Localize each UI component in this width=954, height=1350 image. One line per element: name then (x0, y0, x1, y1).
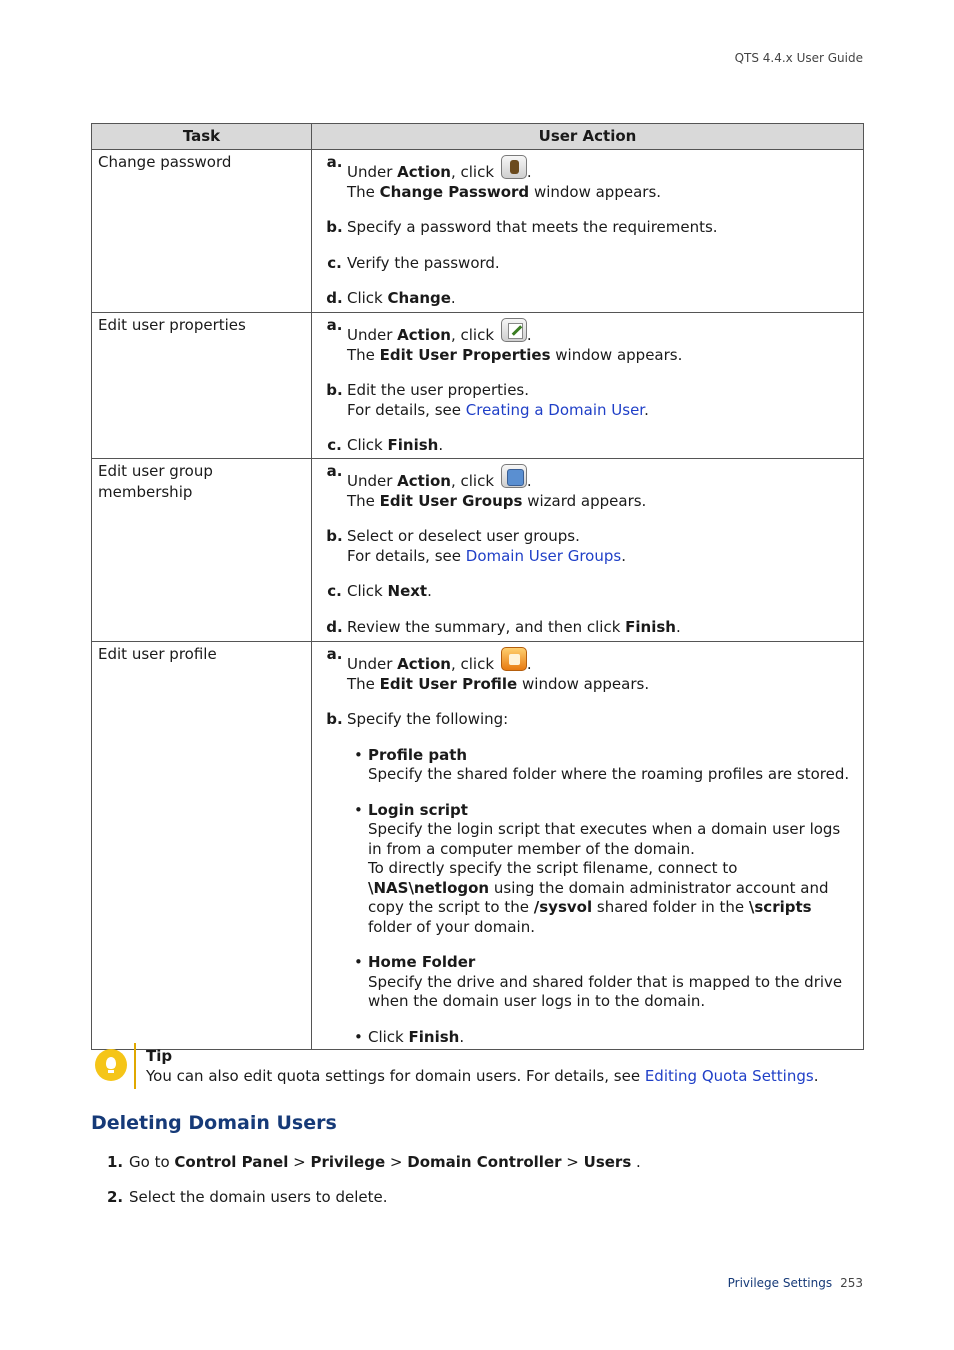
ui-term: Change (387, 289, 451, 307)
tip-text-body: You can also edit quota settings for domain users. For details, see (146, 1067, 645, 1085)
step-number: 2. (107, 1188, 124, 1206)
table-row (92, 459, 864, 642)
step (322, 254, 853, 274)
separator: > (385, 1153, 408, 1171)
step-text: . (644, 400, 649, 419)
task-cell: Edit user profile (92, 642, 312, 1050)
step-text: window appears. (550, 345, 683, 364)
ui-term: Finish (387, 436, 439, 454)
step (322, 155, 853, 202)
tip-text-end: . (813, 1067, 819, 1085)
step (322, 647, 853, 694)
page-footer (728, 1276, 863, 1290)
step-letter: b. (326, 710, 343, 728)
step-text: Under (347, 163, 398, 181)
step-text: . (450, 289, 456, 307)
action-cell (312, 150, 864, 313)
step-letter: a. (326, 645, 343, 663)
task-table (91, 123, 864, 1050)
step-letter: d. (326, 289, 343, 307)
key-icon (501, 155, 527, 179)
table-row (92, 313, 864, 459)
list-item (354, 801, 853, 938)
step (322, 381, 853, 420)
step-text: Review the summary, and then click (347, 617, 626, 636)
bullet-icon: • (354, 800, 363, 819)
ui-term: Users (583, 1153, 632, 1171)
step-text: For details, see (347, 400, 466, 419)
bullet-text: . (459, 1027, 465, 1046)
list-item (354, 746, 853, 785)
step-letter: b. (326, 381, 343, 399)
bullet-icon: • (354, 953, 363, 971)
step-text: . (526, 655, 532, 673)
editing-quota-settings-link[interactable]: Editing Quota Settings (644, 1067, 814, 1085)
step-text: . (526, 326, 532, 344)
bullet-text: Specify the shared folder where the roaming profiles are stored. (368, 765, 850, 783)
step-text: Under (347, 472, 398, 490)
step-letter: b. (326, 218, 343, 236)
column-header-task: Task (92, 124, 312, 150)
section-title: Deleting Domain Users (91, 1112, 337, 1134)
step-text: , click (450, 326, 495, 344)
bullet-text: Specify the drive and shared folder that is mapped to the drive when the domain user logs in to the domain. (368, 972, 843, 1010)
step-text: For details, see (347, 546, 466, 565)
step-number: 1. (107, 1153, 124, 1171)
step-text: The (347, 345, 380, 364)
ui-term: Action (397, 472, 451, 490)
step-text: . (526, 472, 532, 490)
domain-user-groups-link[interactable]: Domain User Groups (465, 546, 622, 565)
bullet-list (322, 746, 853, 1048)
path-term: /sysvol (533, 898, 593, 916)
column-header-user-action: User Action (312, 124, 864, 150)
step-letter: a. (326, 153, 343, 171)
separator: > (288, 1153, 311, 1171)
step (322, 582, 853, 602)
step (322, 318, 853, 365)
tip-title: Tip (146, 1047, 173, 1065)
tip-box (91, 1043, 864, 1089)
guide-title: QTS 4.4.x User Guide (734, 51, 863, 65)
ui-term: Edit User Properties (379, 345, 551, 364)
step-letter: c. (327, 582, 342, 600)
table-row (92, 642, 864, 1050)
bullet-text: using the domain administrator account and copy the script to the (368, 878, 829, 916)
step-text: . (438, 436, 444, 454)
step-text: Select the domain users to delete. (129, 1188, 388, 1206)
ui-term: Action (397, 326, 451, 344)
footer-section-name: Privilege Settings (727, 1276, 833, 1290)
list-item (107, 1187, 847, 1207)
action-cell (312, 313, 864, 459)
step-text: Specify the following: (347, 710, 509, 728)
task-cell: Edit user properties (92, 313, 312, 459)
ui-term: Domain Controller (407, 1153, 562, 1171)
user-group-icon (501, 464, 527, 488)
step-text: Select or deselect user groups. (347, 527, 580, 545)
ui-term: Next (387, 582, 428, 600)
step-text: , click (450, 163, 495, 181)
step-text: window appears. (529, 182, 662, 201)
bullet-text: To directly specify the script filename, connect to (368, 859, 738, 877)
step-text: . (526, 163, 532, 181)
step-text: . (631, 1153, 641, 1171)
step-text: wizard appears. (522, 491, 647, 510)
bullet-text: folder of your domain. (368, 917, 535, 936)
bullet-title: Login script (368, 800, 468, 819)
step-text: Edit the user properties. (347, 381, 529, 399)
bullet-icon: • (354, 745, 363, 764)
step-letter: a. (326, 462, 343, 480)
step-letter: b. (326, 527, 343, 545)
step-text: , click (450, 655, 495, 673)
step (322, 436, 853, 456)
action-cell (312, 459, 864, 642)
bullet-text: Click (368, 1027, 409, 1046)
bullet-text: Specify the login script that executes when a domain user logs in from a computer member of the domain. (368, 820, 841, 858)
step-text: Under (347, 326, 398, 344)
step-text: Verify the password. (347, 253, 500, 272)
step-text: Click (347, 289, 388, 307)
separator: > (561, 1153, 584, 1171)
ui-term: Finish (408, 1027, 460, 1046)
list-item (107, 1152, 847, 1172)
step (322, 527, 853, 566)
table-row (92, 150, 864, 313)
step-letter: c. (327, 253, 342, 272)
tip-text (146, 1067, 818, 1086)
action-cell (312, 642, 864, 1050)
ui-term: Finish (625, 617, 676, 636)
step (322, 218, 853, 238)
lightbulb-icon (95, 1049, 127, 1081)
edit-icon (501, 318, 527, 342)
step-text: The (347, 182, 380, 201)
step (322, 289, 853, 309)
step (322, 618, 853, 638)
user-profile-icon (501, 647, 527, 671)
step-text: Click (347, 582, 388, 600)
step-text: The (347, 491, 380, 510)
ui-term: Control Panel (174, 1153, 289, 1171)
step (322, 464, 853, 511)
path-term: \scripts (748, 898, 812, 916)
step-letter: d. (326, 617, 343, 636)
tip-divider (134, 1043, 136, 1089)
bullet-text: shared folder in the (592, 898, 749, 916)
bullet-title: Home Folder (368, 953, 476, 971)
table-header-row (92, 124, 864, 150)
ui-term: Privilege (310, 1153, 386, 1171)
step (322, 710, 853, 730)
step-letter: c. (327, 436, 342, 454)
ui-term: Action (397, 655, 451, 673)
task-cell: Edit user group membership (92, 459, 312, 642)
ui-term: Action (397, 163, 451, 181)
creating-domain-user-link[interactable]: Creating a Domain User (465, 400, 645, 419)
step-text: . (621, 546, 626, 565)
path-term: \NAS\netlogon (368, 878, 490, 897)
step-text: Specify a password that meets the requirements. (347, 218, 718, 236)
step-text: Under (347, 655, 398, 673)
step-text: The (347, 674, 380, 693)
step-text: Click (347, 436, 388, 454)
step-text: . (675, 617, 681, 636)
step-letter: a. (326, 316, 343, 334)
step-text: window appears. (517, 674, 650, 693)
ui-term: Change Password (379, 182, 530, 201)
list-item (354, 953, 853, 1012)
page-number: 253 (840, 1276, 863, 1290)
ui-term: Edit User Profile (379, 674, 518, 693)
bullet-title: Profile path (368, 745, 468, 764)
bullet-icon: • (354, 1027, 363, 1046)
numbered-steps (107, 1152, 847, 1207)
step-text: Go to (129, 1153, 175, 1171)
task-cell: Change password (92, 150, 312, 313)
step-text: . (427, 582, 432, 600)
ui-term: Edit User Groups (379, 491, 523, 510)
step-text: , click (450, 472, 495, 490)
